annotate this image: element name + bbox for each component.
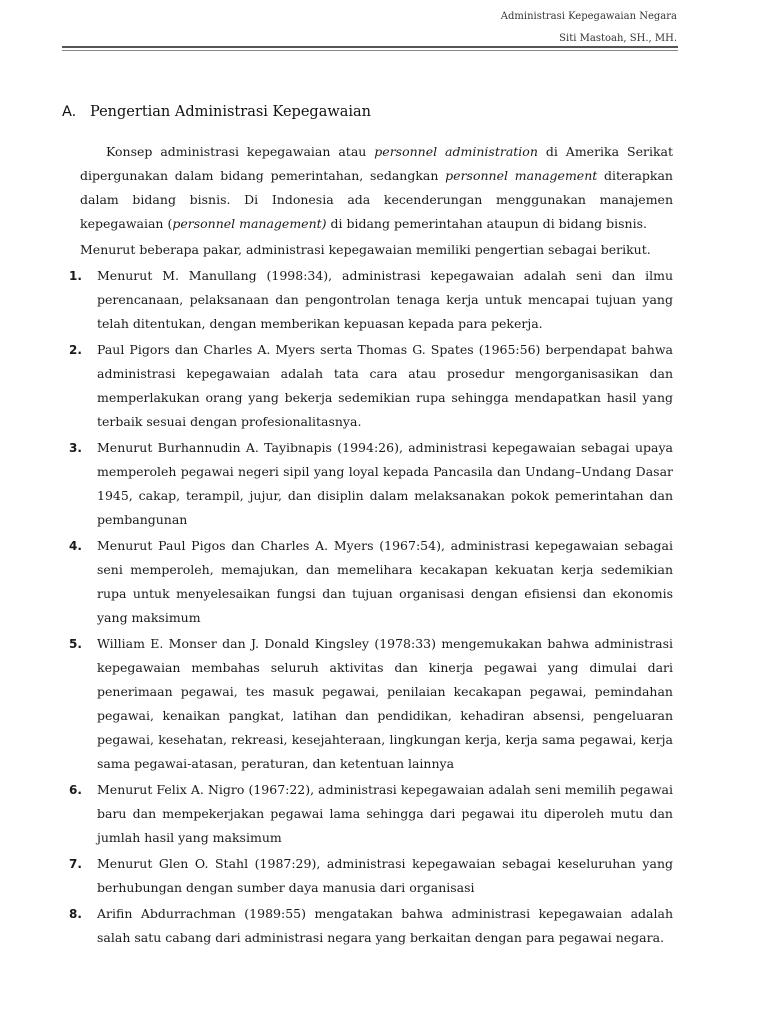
document-body <box>69 140 674 950</box>
list-item <box>69 338 673 434</box>
list-item <box>69 778 673 850</box>
list-item-text: Menurut Glen O. Stahl (1987:29), administrasi kepegawaian sebagai keseluruhan yang berhubungan dengan sumber daya manusia dari organisasi <box>97 856 673 895</box>
header-title: Administrasi Kepegawaian Negara <box>500 11 677 22</box>
header-author: Siti Mastoah, SH., MH. <box>559 33 677 44</box>
list-item <box>69 852 673 900</box>
list-item-number: 5. <box>69 637 82 651</box>
intro-text-1: Konsep administrasi kepegawaian atau <box>106 144 375 159</box>
list-item-number: 1. <box>69 269 82 283</box>
definitions-list <box>69 264 673 950</box>
section-heading <box>62 104 371 120</box>
list-item-text: Menurut Burhannudin A. Tayibnapis (1994:26), administrasi kepegawaian sebagai upaya memperoleh pegawai negeri sipil yang loyal kepada Pancasila dan Undang–Undang Dasar 1945, cakap, terampil, jujur, dan disiplin dalam melaksanakan pokok pemerintahan dan pembangunan <box>97 440 673 527</box>
section-title: Pengertian Administrasi Kepegawaian <box>90 104 372 120</box>
intro-italic-1: personnel administration <box>374 144 538 159</box>
intro-text-4: di bidang pemerintahan ataupun di bidang bisnis. <box>326 216 647 231</box>
intro-text-3: diterapkan dalam bidang bisnis. Di Indonesia ada kecenderungan menggunakan manajemen kepegawaian ( <box>80 168 673 231</box>
list-item-text: Paul Pigors dan Charles A. Myers serta Thomas G. Spates (1965:56) berpendapat bahwa administrasi kepegawaian adalah tata cara atau prosedur mengorganisasikan dan memperlakukan orang yang bekerja sedemikian rupa sehingga mendapatkan hasil yang terbaik sesuai dengan profesionalitasnya. <box>97 342 673 429</box>
intro-paragraph <box>80 140 673 236</box>
list-item-text: Menurut Felix A. Nigro (1967:22), administrasi kepegawaian adalah seni memilih pegawai baru dan mempekerjakan pegawai lama sehingga dari pegawai itu diperoleh mutu dan jumlah hasil yang maksimum <box>97 782 673 845</box>
list-item-text: Menurut Paul Pigos dan Charles A. Myers (1967:54), administrasi kepegawaian sebagai seni memperoleh, memajukan, dan memelihara kecakapan kekuatan kerja sedemikian rupa untuk menyelesaikan fungsi dan tujuan organisasi dengan efisiensi dan ekonomis yang maksimum <box>97 538 673 625</box>
list-item-number: 7. <box>69 857 82 871</box>
list-item <box>69 264 673 336</box>
list-item-text: Menurut M. Manullang (1998:34), administrasi kepegawaian adalah seni dan ilmu perencanaan, pelaksanaan dan pengontrolan tenaga kerja untuk mencapai tujuan yang telah ditentukan, dengan memberikan kepuasan kepada para pekerja. <box>97 268 673 331</box>
list-item <box>69 902 673 950</box>
list-item-number: 3. <box>69 441 82 455</box>
header-divider <box>62 46 678 48</box>
intro-text-2: di Amerika Serikat dipergunakan dalam bidang pemerintahan, sedangkan <box>80 144 674 183</box>
list-item <box>69 534 673 630</box>
lead-paragraph: Menurut beberapa pakar, administrasi kepegawaian memiliki pengertian sebagai berikut. <box>80 242 651 257</box>
list-item-text: William E. Monser dan J. Donald Kingsley (1978:33) mengemukakan bahwa administrasi kepegawaian membahas seluruh aktivitas dan kinerja pegawai yang dimulai dari penerimaan pegawai, tes masuk pegawai, penilaian kecakapan pegawai, pemindahan pegawai, kenaikan pangkat, latihan dan pendidikan, kehadiran absensi, pengeluaran pegawai, kesehatan, rekreasi, kesejahteraan, lingkungan kerja, kerja sama pegawai, kerja sama pegawai-atasan, peraturan, dan ketentuan lainnya <box>97 636 673 771</box>
list-item-text: Arifin Abdurrachman (1989:55) mengatakan bahwa administrasi kepegawaian adalah salah satu cabang dari administrasi negara yang berkaitan dengan para pegawai negara. <box>97 906 673 945</box>
header-divider-thin <box>62 50 678 51</box>
list-item-number: 6. <box>69 783 82 797</box>
list-item <box>69 436 673 532</box>
list-item <box>69 632 673 776</box>
intro-italic-2: personnel management <box>445 168 598 183</box>
page-header <box>501 6 677 50</box>
list-item-number: 4. <box>69 539 82 553</box>
list-item-number: 2. <box>69 343 82 357</box>
intro-italic-3: personnel management) <box>172 216 327 231</box>
section-letter: A. <box>62 104 77 120</box>
list-item-number: 8. <box>69 907 82 921</box>
